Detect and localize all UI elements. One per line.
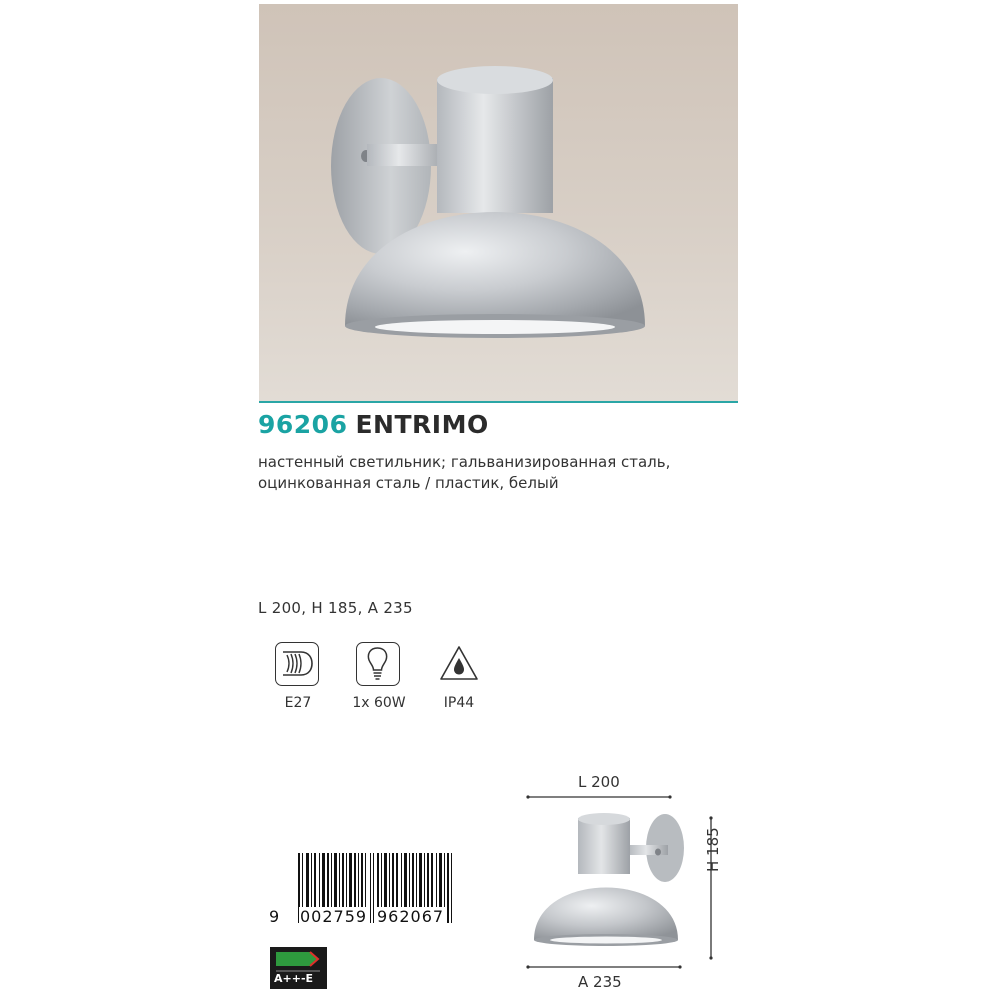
light-bulb-icon <box>356 642 400 686</box>
product-title <box>258 410 489 439</box>
spec-label-socket: E27 <box>284 695 312 711</box>
spec-label-bulb: 1x 60W <box>352 695 406 711</box>
dimension-drawing <box>520 790 730 975</box>
length-dimension-label: L 200 <box>578 773 620 791</box>
product-description-line-1: настенный светильник; гальванизированная сталь, <box>258 453 671 471</box>
wall-lamp-image <box>259 4 738 401</box>
product-name: ENTRIMO <box>355 410 489 439</box>
product-dimensions: L 200, H 185, A 235 <box>258 599 413 617</box>
energy-label-text: A++-E <box>274 972 314 985</box>
ip-water-drop-icon <box>437 642 481 686</box>
energy-label <box>270 947 327 989</box>
barcode-digit-first: 9 <box>269 907 280 926</box>
barcode-group-1: 002759 <box>300 907 368 926</box>
drawing-lamp-neck <box>578 818 630 874</box>
projection-dimension-label: A 235 <box>578 973 622 991</box>
product-description-line-2: оцинкованная сталь / пластик, белый <box>258 474 559 492</box>
height-dimension-label: H 185 <box>704 827 722 872</box>
spec-label-ip: IP44 <box>443 695 475 711</box>
drawing-lamp-dome <box>534 888 678 941</box>
barcode-group-2: 962067 <box>377 907 445 926</box>
product-number: 96206 <box>258 410 348 439</box>
barcode-number <box>268 907 480 927</box>
e27-socket-icon <box>275 642 319 686</box>
product-photo <box>259 4 738 403</box>
